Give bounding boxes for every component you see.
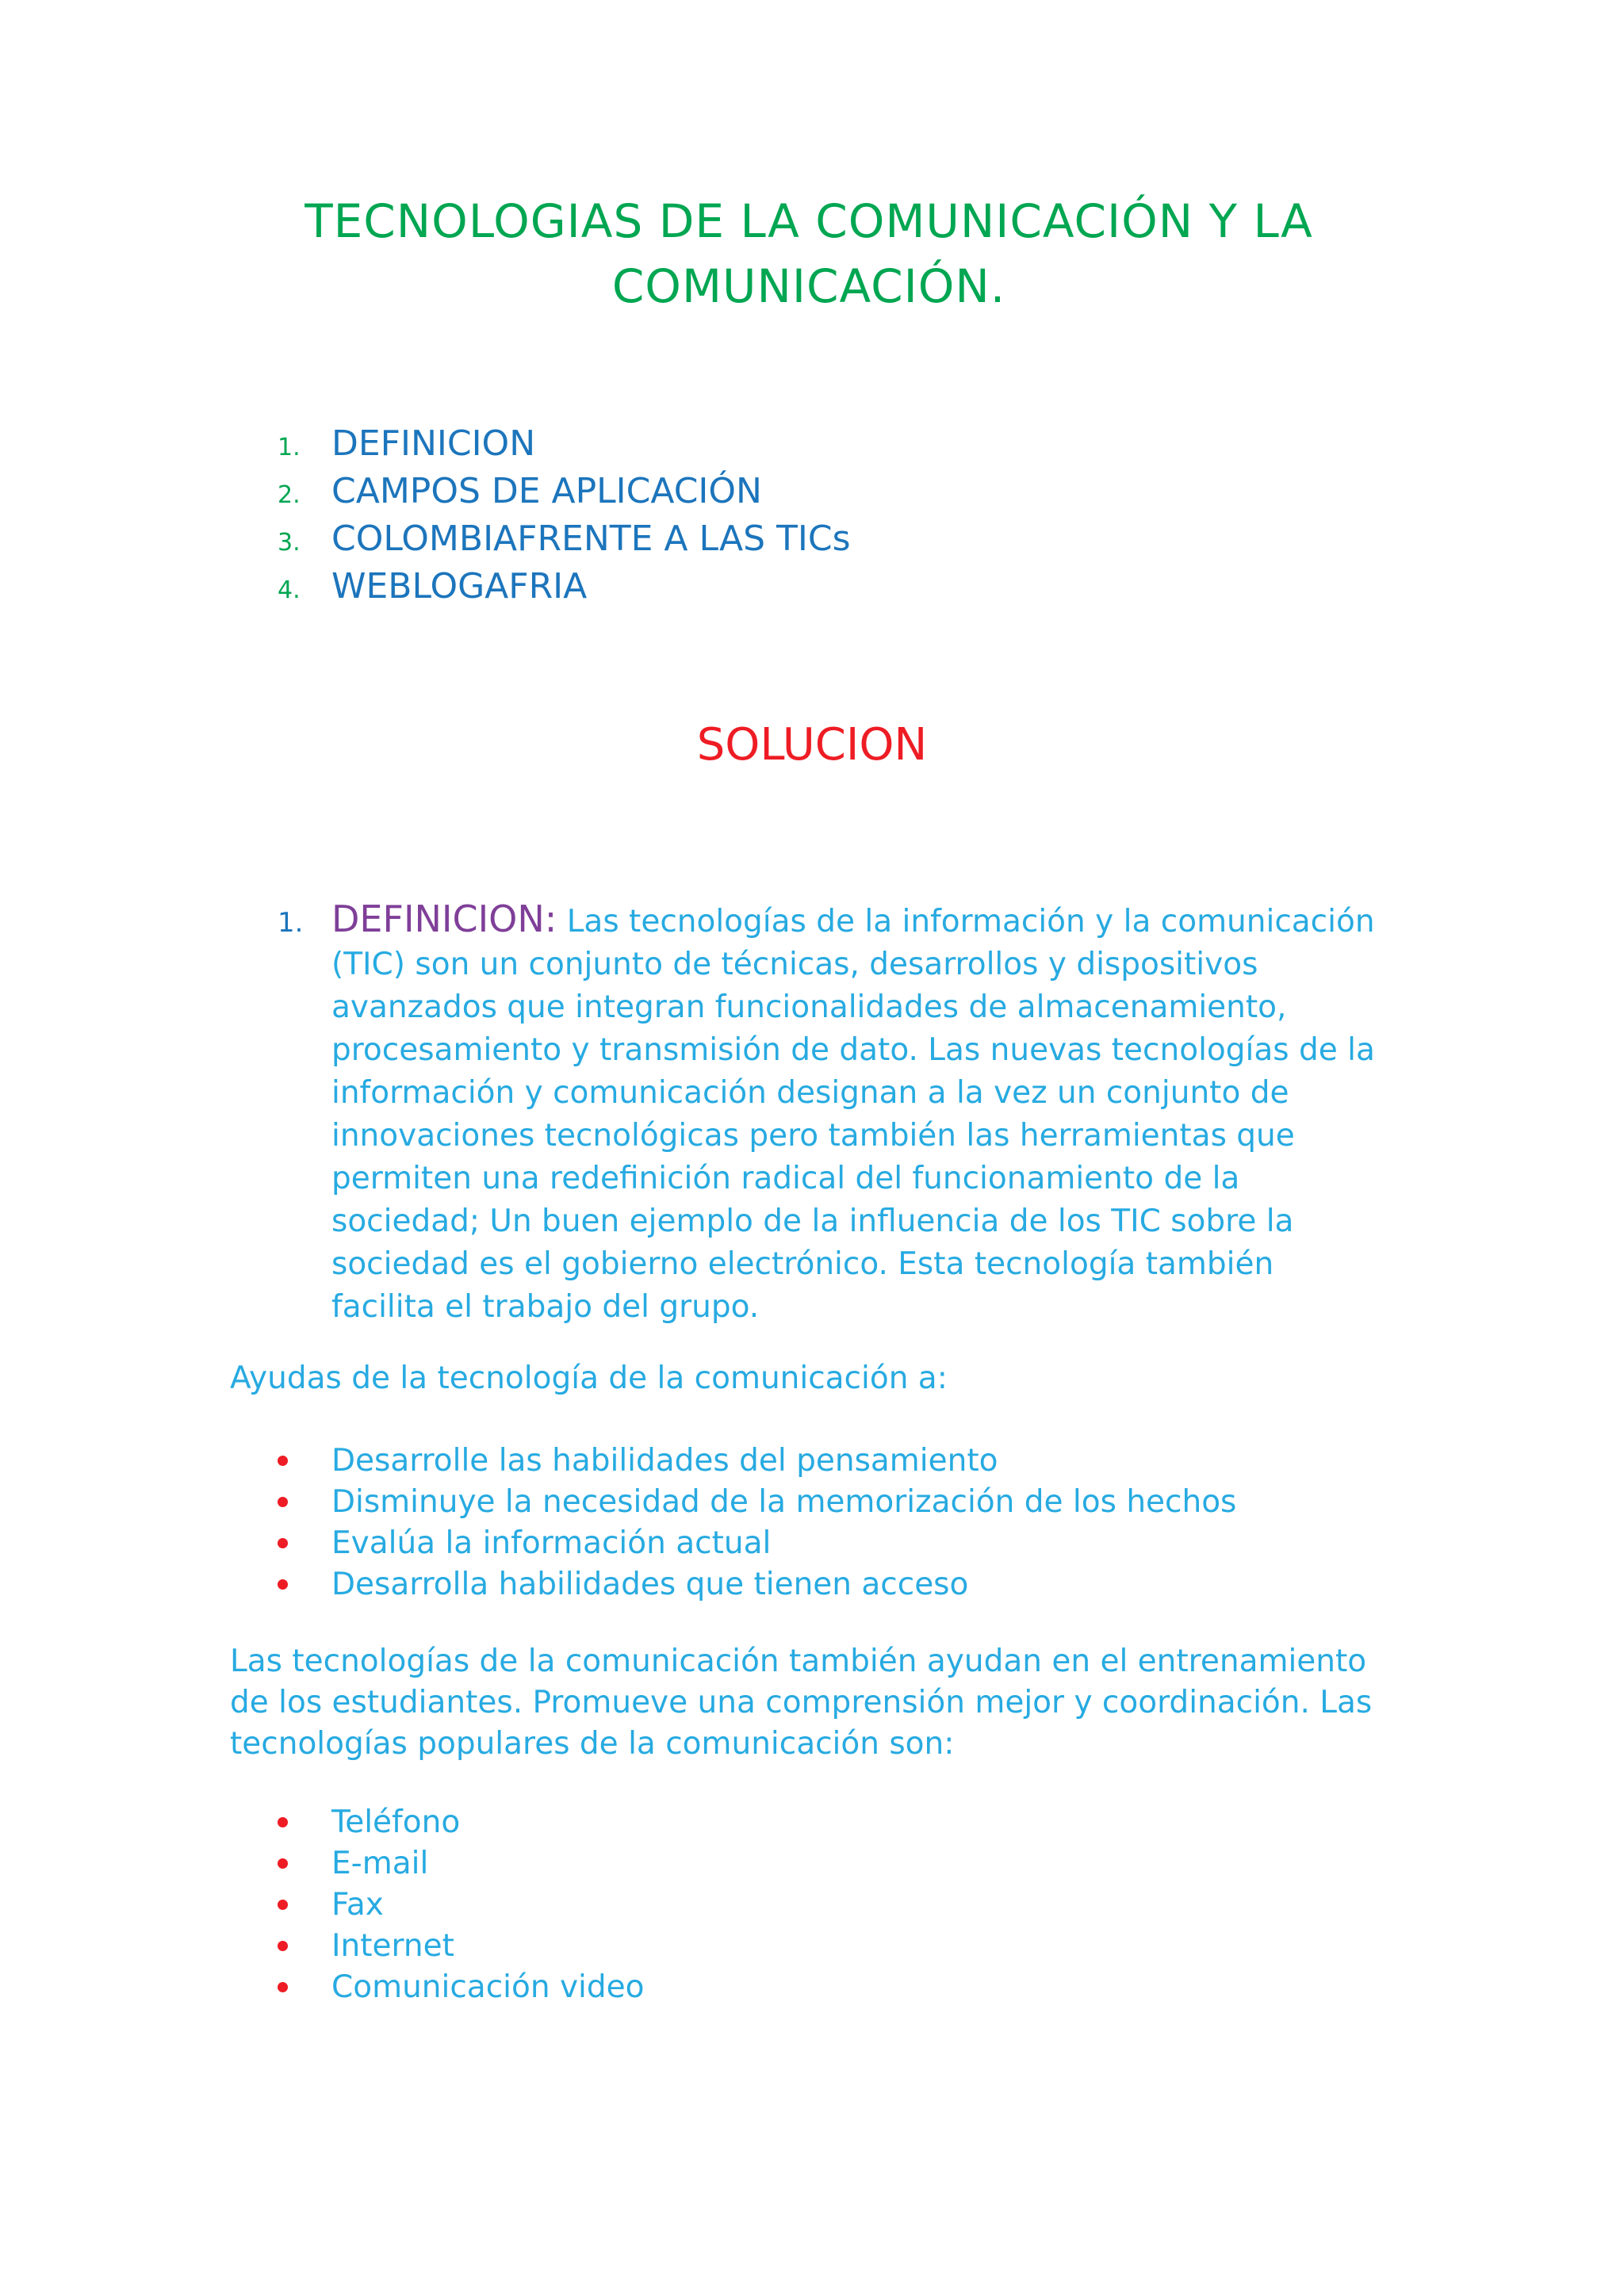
toc-text: WEBLOGAFRIA: [331, 566, 588, 607]
bullet-icon: [278, 1941, 288, 1951]
bullet-icon: [278, 1579, 288, 1590]
toc-number: 3.: [278, 529, 301, 557]
toc-item: [278, 515, 851, 563]
list-item: [278, 1925, 644, 1966]
bullet-icon: [278, 1858, 288, 1869]
list-item: [278, 1966, 644, 2007]
toc-item: [278, 420, 851, 468]
list-item-text: Desarrolle las habilidades del pensamiento: [331, 1442, 998, 1479]
ayudas-intro: Ayudas de la tecnología de la comunicación a:: [230, 1360, 948, 1396]
list-item-text: Internet: [331, 1927, 454, 1964]
definition-body: Las tecnologías de la información y la comunicación (TIC) son un conjunto de técnicas, desarrollos y dispositivos avanzados que integran funcionalidades de almacenamiento, procesamiento y transmisión de dato. Las nuevas tecnologías de la información y comunicación designan a la vez un conjunto de innovaciones tecnológicas pero también las herramientas que permiten una redefinición radical del funcionamiento de la sociedad; Un buen ejemplo de la influencia de los TIC sobre la sociedad es el gobierno electrónico. Esta tecnología también facilita el trabajo del grupo.: [331, 904, 1375, 1325]
definition-number: 1.: [278, 907, 304, 939]
document-title-line-2: COMUNICACIÓN.: [611, 259, 1006, 313]
toc-item: [278, 563, 851, 610]
toc-number: 1.: [278, 434, 301, 461]
tecnologias-paragraph: Las tecnologías de la comunicación también ayudan en el entrenamiento de los estudiantes. Promueve una comprensión mejor y coordinación. Las tecnologías populares de la comunicación son:: [230, 1644, 1373, 1762]
list-item-text: Fax: [331, 1886, 384, 1923]
bullet-icon: [278, 1538, 288, 1548]
list-item-text: Disminuye la necesidad de la memorización de los hechos: [331, 1483, 1237, 1520]
bullet-icon: [278, 1817, 288, 1827]
toc-number: 4.: [278, 576, 301, 604]
list-item-text: Desarrolla habilidades que tienen acceso: [331, 1566, 969, 1602]
table-of-contents: [278, 420, 851, 610]
list-item: [278, 1522, 1236, 1563]
toc-number: 2.: [278, 481, 301, 509]
tecnologias-list: [278, 1801, 644, 2007]
list-item: [278, 1481, 1236, 1522]
list-item: [278, 1440, 1236, 1481]
list-item-text: Evalúa la información actual: [331, 1525, 772, 1561]
bullet-icon: [278, 1900, 288, 1910]
list-item: [278, 1801, 644, 1843]
definition-label: DEFINICION:: [331, 897, 557, 940]
list-item: [278, 1884, 644, 1925]
list-item-text: Comunicación video: [331, 1969, 645, 2005]
document-title: [238, 189, 1380, 319]
bullet-icon: [278, 1456, 288, 1466]
toc-text: DEFINICION: [331, 423, 536, 464]
list-item-text: E-mail: [331, 1845, 429, 1881]
list-item: [278, 1563, 1236, 1605]
toc-text: CAMPOS DE APLICACIÓN: [331, 471, 762, 511]
solucion-heading: SOLUCION: [696, 719, 928, 771]
document-title-line-1: TECNOLOGIAS DE LA COMUNICACIÓN Y LA: [304, 194, 1313, 248]
toc-text: COLOMBIAFRENTE A LAS TICs: [331, 519, 851, 559]
list-item-text: Teléfono: [331, 1804, 461, 1840]
definition-paragraph: [331, 897, 1386, 1329]
bullet-icon: [278, 1497, 288, 1507]
toc-item: [278, 468, 851, 515]
bullet-icon: [278, 1982, 288, 1992]
definition-section: [278, 897, 1388, 1329]
list-item: [278, 1843, 644, 1884]
ayudas-list: [278, 1440, 1236, 1605]
